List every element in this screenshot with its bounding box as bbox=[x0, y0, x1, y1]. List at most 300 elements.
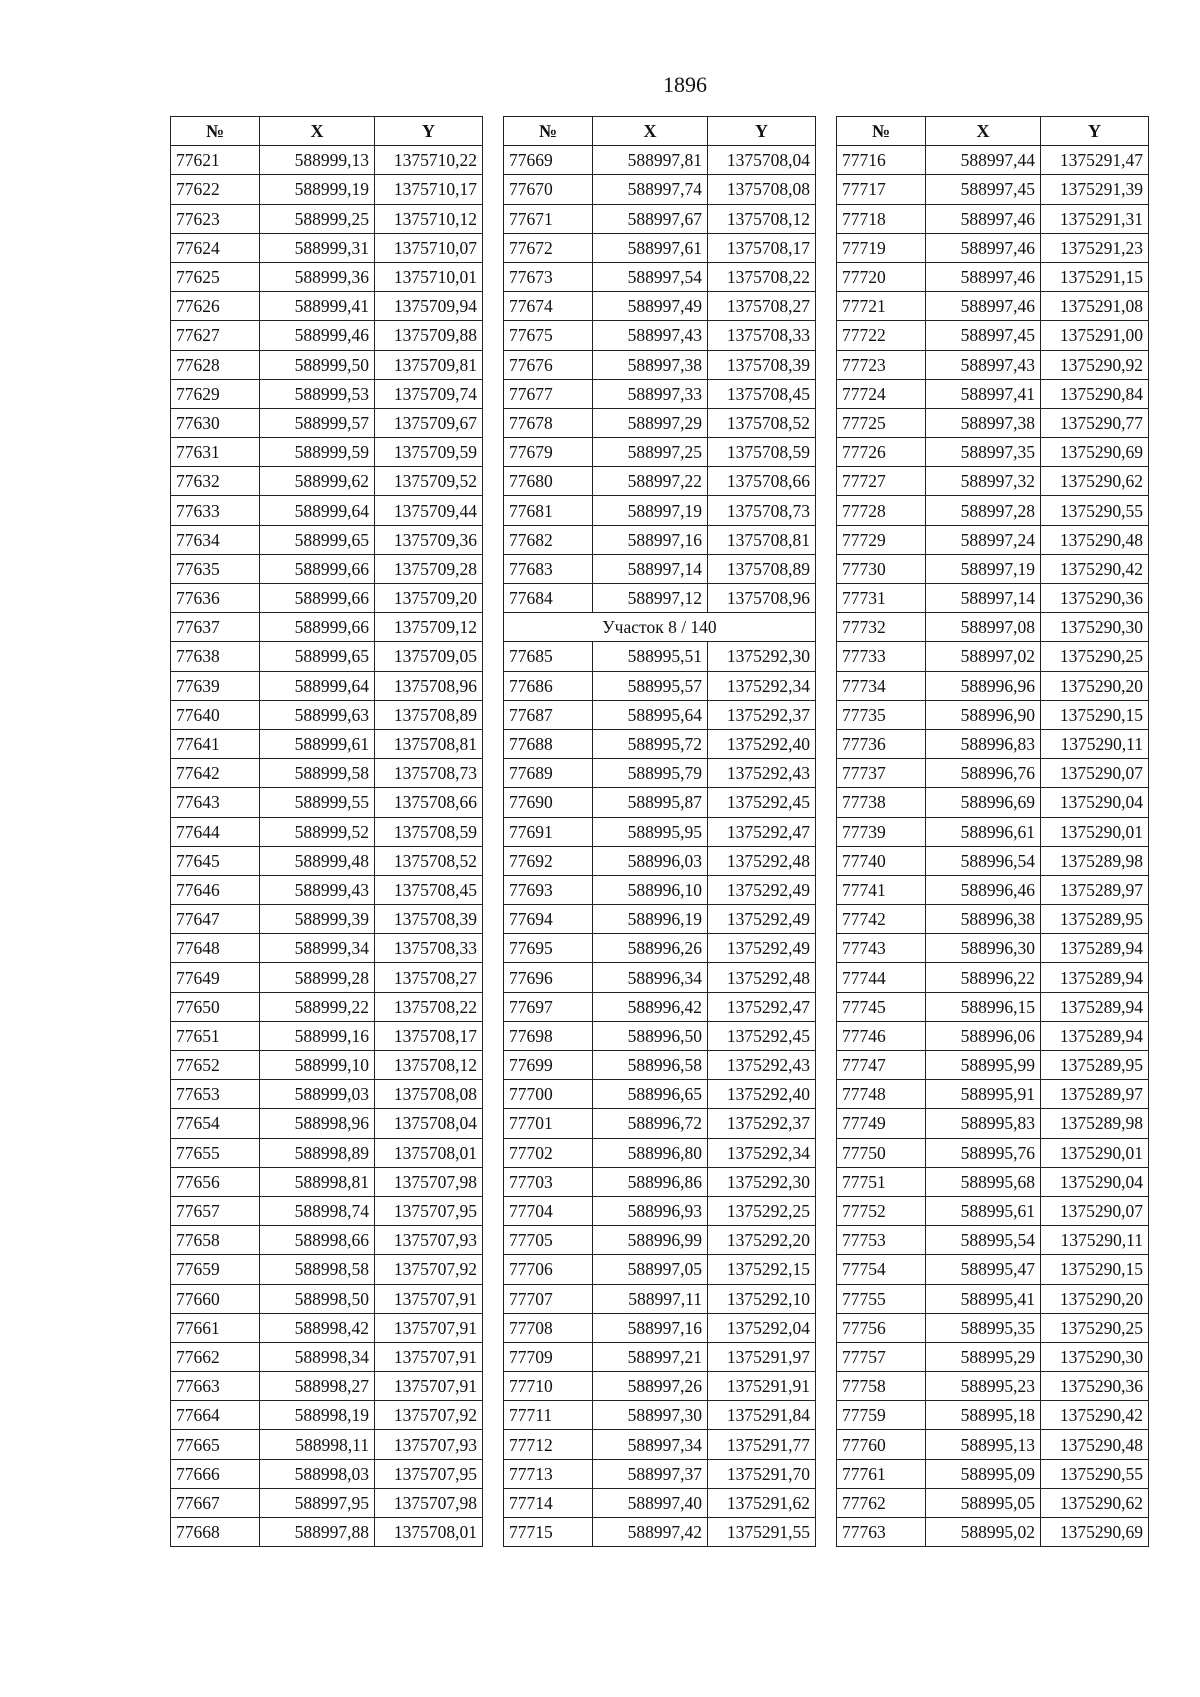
table-row bbox=[837, 1226, 1149, 1255]
x-coordinate: 588997,38 bbox=[593, 350, 708, 379]
y-coordinate: 1375708,81 bbox=[375, 729, 483, 758]
table-row bbox=[171, 1342, 483, 1371]
table-row bbox=[504, 350, 816, 379]
table-row bbox=[504, 408, 816, 437]
x-coordinate: 588995,05 bbox=[926, 1488, 1041, 1517]
x-coordinate: 588997,14 bbox=[593, 554, 708, 583]
x-coordinate: 588996,90 bbox=[926, 700, 1041, 729]
x-coordinate: 588997,19 bbox=[926, 554, 1041, 583]
y-coordinate: 1375290,69 bbox=[1041, 1518, 1149, 1547]
header-x: X bbox=[260, 117, 375, 146]
point-number: 77754 bbox=[837, 1255, 926, 1284]
point-number: 77697 bbox=[504, 992, 593, 1021]
table-row bbox=[837, 1109, 1149, 1138]
y-coordinate: 1375290,42 bbox=[1041, 1401, 1149, 1430]
point-number: 77745 bbox=[837, 992, 926, 1021]
table-row bbox=[504, 1401, 816, 1430]
table-row bbox=[171, 438, 483, 467]
header-x: X bbox=[593, 117, 708, 146]
point-number: 77630 bbox=[171, 408, 260, 437]
point-number: 77676 bbox=[504, 350, 593, 379]
table-row bbox=[504, 175, 816, 204]
table-row bbox=[504, 1313, 816, 1342]
x-coordinate: 588996,06 bbox=[926, 1021, 1041, 1050]
y-coordinate: 1375292,30 bbox=[708, 642, 816, 671]
x-coordinate: 588997,12 bbox=[593, 584, 708, 613]
y-coordinate: 1375708,73 bbox=[375, 759, 483, 788]
x-coordinate: 588999,62 bbox=[260, 467, 375, 496]
table-row bbox=[504, 1372, 816, 1401]
y-coordinate: 1375291,47 bbox=[1041, 146, 1149, 175]
table-row bbox=[504, 1255, 816, 1284]
table-row bbox=[504, 875, 816, 904]
table-row bbox=[837, 1080, 1149, 1109]
x-coordinate: 588997,21 bbox=[593, 1342, 708, 1371]
table-row bbox=[504, 525, 816, 554]
y-coordinate: 1375707,91 bbox=[375, 1342, 483, 1371]
table-row bbox=[504, 1488, 816, 1517]
x-coordinate: 588995,68 bbox=[926, 1167, 1041, 1196]
y-coordinate: 1375708,22 bbox=[708, 262, 816, 291]
y-coordinate: 1375709,44 bbox=[375, 496, 483, 525]
table-row bbox=[837, 321, 1149, 350]
point-number: 77726 bbox=[837, 438, 926, 467]
point-number: 77627 bbox=[171, 321, 260, 350]
table-row bbox=[837, 700, 1149, 729]
x-coordinate: 588997,45 bbox=[926, 175, 1041, 204]
y-coordinate: 1375709,20 bbox=[375, 584, 483, 613]
x-coordinate: 588998,89 bbox=[260, 1138, 375, 1167]
y-coordinate: 1375708,33 bbox=[708, 321, 816, 350]
point-number: 77624 bbox=[171, 233, 260, 262]
y-coordinate: 1375708,39 bbox=[375, 905, 483, 934]
y-coordinate: 1375290,42 bbox=[1041, 554, 1149, 583]
x-coordinate: 588997,26 bbox=[593, 1372, 708, 1401]
x-coordinate: 588999,53 bbox=[260, 379, 375, 408]
y-coordinate: 1375708,27 bbox=[375, 963, 483, 992]
x-coordinate: 588997,43 bbox=[926, 350, 1041, 379]
table-row bbox=[171, 1109, 483, 1138]
point-number: 77639 bbox=[171, 671, 260, 700]
x-coordinate: 588998,81 bbox=[260, 1167, 375, 1196]
header-number: № bbox=[171, 117, 260, 146]
y-coordinate: 1375708,39 bbox=[708, 350, 816, 379]
y-coordinate: 1375709,74 bbox=[375, 379, 483, 408]
x-coordinate: 588997,46 bbox=[926, 233, 1041, 262]
point-number: 77729 bbox=[837, 525, 926, 554]
point-number: 77711 bbox=[504, 1401, 593, 1430]
y-coordinate: 1375291,77 bbox=[708, 1430, 816, 1459]
y-coordinate: 1375709,05 bbox=[375, 642, 483, 671]
point-number: 77660 bbox=[171, 1284, 260, 1313]
point-number: 77706 bbox=[504, 1255, 593, 1284]
y-coordinate: 1375290,07 bbox=[1041, 759, 1149, 788]
table-row bbox=[504, 233, 816, 262]
point-number: 77629 bbox=[171, 379, 260, 408]
table-row bbox=[171, 1430, 483, 1459]
y-coordinate: 1375290,25 bbox=[1041, 642, 1149, 671]
point-number: 77686 bbox=[504, 671, 593, 700]
table-row bbox=[171, 788, 483, 817]
point-number: 77748 bbox=[837, 1080, 926, 1109]
point-number: 77728 bbox=[837, 496, 926, 525]
x-coordinate: 588996,26 bbox=[593, 934, 708, 963]
y-coordinate: 1375290,36 bbox=[1041, 584, 1149, 613]
y-coordinate: 1375707,98 bbox=[375, 1167, 483, 1196]
table-row bbox=[171, 525, 483, 554]
y-coordinate: 1375708,04 bbox=[375, 1109, 483, 1138]
point-number: 77718 bbox=[837, 204, 926, 233]
table-row bbox=[837, 584, 1149, 613]
y-coordinate: 1375292,30 bbox=[708, 1167, 816, 1196]
table-row bbox=[171, 1138, 483, 1167]
y-coordinate: 1375292,37 bbox=[708, 700, 816, 729]
y-coordinate: 1375290,25 bbox=[1041, 1313, 1149, 1342]
x-coordinate: 588997,40 bbox=[593, 1488, 708, 1517]
point-number: 77638 bbox=[171, 642, 260, 671]
table-row bbox=[837, 613, 1149, 642]
x-coordinate: 588997,33 bbox=[593, 379, 708, 408]
point-number: 77694 bbox=[504, 905, 593, 934]
point-number: 77671 bbox=[504, 204, 593, 233]
x-coordinate: 588995,02 bbox=[926, 1518, 1041, 1547]
y-coordinate: 1375291,97 bbox=[708, 1342, 816, 1371]
y-coordinate: 1375707,98 bbox=[375, 1488, 483, 1517]
y-coordinate: 1375289,98 bbox=[1041, 1109, 1149, 1138]
point-number: 77708 bbox=[504, 1313, 593, 1342]
point-number: 77763 bbox=[837, 1518, 926, 1547]
table-row bbox=[171, 496, 483, 525]
y-coordinate: 1375708,17 bbox=[375, 1021, 483, 1050]
y-coordinate: 1375289,98 bbox=[1041, 846, 1149, 875]
y-coordinate: 1375290,01 bbox=[1041, 1138, 1149, 1167]
point-number: 77649 bbox=[171, 963, 260, 992]
table-row bbox=[171, 963, 483, 992]
x-coordinate: 588996,58 bbox=[593, 1051, 708, 1080]
point-number: 77758 bbox=[837, 1372, 926, 1401]
y-coordinate: 1375708,22 bbox=[375, 992, 483, 1021]
x-coordinate: 588995,35 bbox=[926, 1313, 1041, 1342]
y-coordinate: 1375292,20 bbox=[708, 1226, 816, 1255]
point-number: 77674 bbox=[504, 292, 593, 321]
y-coordinate: 1375708,66 bbox=[375, 788, 483, 817]
table-row bbox=[837, 1518, 1149, 1547]
y-coordinate: 1375289,94 bbox=[1041, 963, 1149, 992]
table-row bbox=[171, 700, 483, 729]
point-number: 77747 bbox=[837, 1051, 926, 1080]
table-row bbox=[504, 146, 816, 175]
table-row bbox=[171, 613, 483, 642]
x-coordinate: 588997,02 bbox=[926, 642, 1041, 671]
y-coordinate: 1375709,94 bbox=[375, 292, 483, 321]
table-row bbox=[171, 934, 483, 963]
y-coordinate: 1375709,28 bbox=[375, 554, 483, 583]
y-coordinate: 1375707,95 bbox=[375, 1459, 483, 1488]
y-coordinate: 1375292,43 bbox=[708, 1051, 816, 1080]
x-coordinate: 588996,50 bbox=[593, 1021, 708, 1050]
point-number: 77705 bbox=[504, 1226, 593, 1255]
point-number: 77626 bbox=[171, 292, 260, 321]
y-coordinate: 1375290,84 bbox=[1041, 379, 1149, 408]
point-number: 77636 bbox=[171, 584, 260, 613]
x-coordinate: 588997,28 bbox=[926, 496, 1041, 525]
x-coordinate: 588999,61 bbox=[260, 729, 375, 758]
x-coordinate: 588999,66 bbox=[260, 554, 375, 583]
y-coordinate: 1375289,94 bbox=[1041, 992, 1149, 1021]
table-row bbox=[837, 379, 1149, 408]
x-coordinate: 588999,39 bbox=[260, 905, 375, 934]
x-coordinate: 588999,48 bbox=[260, 846, 375, 875]
header-number: № bbox=[504, 117, 593, 146]
y-coordinate: 1375292,45 bbox=[708, 1021, 816, 1050]
x-coordinate: 588997,46 bbox=[926, 292, 1041, 321]
y-coordinate: 1375291,00 bbox=[1041, 321, 1149, 350]
y-coordinate: 1375708,52 bbox=[375, 846, 483, 875]
point-number: 77689 bbox=[504, 759, 593, 788]
table-row bbox=[504, 1226, 816, 1255]
point-number: 77672 bbox=[504, 233, 593, 262]
header-y: Y bbox=[1041, 117, 1149, 146]
header-number: № bbox=[837, 117, 926, 146]
x-coordinate: 588996,72 bbox=[593, 1109, 708, 1138]
point-number: 77701 bbox=[504, 1109, 593, 1138]
coordinates-table-1 bbox=[170, 116, 483, 1547]
point-number: 77658 bbox=[171, 1226, 260, 1255]
x-coordinate: 588995,64 bbox=[593, 700, 708, 729]
table-row bbox=[837, 1021, 1149, 1050]
x-coordinate: 588996,54 bbox=[926, 846, 1041, 875]
x-coordinate: 588998,19 bbox=[260, 1401, 375, 1430]
point-number: 77709 bbox=[504, 1342, 593, 1371]
table-row bbox=[504, 700, 816, 729]
table-row bbox=[504, 584, 816, 613]
table-row bbox=[837, 1372, 1149, 1401]
coordinates-table-3 bbox=[836, 116, 1149, 1547]
x-coordinate: 588997,46 bbox=[926, 204, 1041, 233]
table-row bbox=[171, 1401, 483, 1430]
x-coordinate: 588997,46 bbox=[926, 262, 1041, 291]
header-y: Y bbox=[375, 117, 483, 146]
y-coordinate: 1375290,30 bbox=[1041, 1342, 1149, 1371]
point-number: 77761 bbox=[837, 1459, 926, 1488]
x-coordinate: 588999,59 bbox=[260, 438, 375, 467]
point-number: 77659 bbox=[171, 1255, 260, 1284]
x-coordinate: 588997,32 bbox=[926, 467, 1041, 496]
table-row bbox=[837, 1401, 1149, 1430]
y-coordinate: 1375708,04 bbox=[708, 146, 816, 175]
table-row bbox=[837, 817, 1149, 846]
y-coordinate: 1375709,59 bbox=[375, 438, 483, 467]
y-coordinate: 1375290,01 bbox=[1041, 817, 1149, 846]
x-coordinate: 588997,19 bbox=[593, 496, 708, 525]
y-coordinate: 1375707,95 bbox=[375, 1196, 483, 1225]
point-number: 77700 bbox=[504, 1080, 593, 1109]
point-number: 77704 bbox=[504, 1196, 593, 1225]
point-number: 77717 bbox=[837, 175, 926, 204]
point-number: 77752 bbox=[837, 1196, 926, 1225]
point-number: 77650 bbox=[171, 992, 260, 1021]
x-coordinate: 588996,83 bbox=[926, 729, 1041, 758]
y-coordinate: 1375290,20 bbox=[1041, 1284, 1149, 1313]
y-coordinate: 1375292,34 bbox=[708, 671, 816, 700]
y-coordinate: 1375290,69 bbox=[1041, 438, 1149, 467]
x-coordinate: 588999,66 bbox=[260, 613, 375, 642]
point-number: 77740 bbox=[837, 846, 926, 875]
y-coordinate: 1375290,77 bbox=[1041, 408, 1149, 437]
table-row bbox=[837, 1459, 1149, 1488]
table-row bbox=[837, 554, 1149, 583]
x-coordinate: 588996,19 bbox=[593, 905, 708, 934]
point-number: 77693 bbox=[504, 875, 593, 904]
table-row bbox=[837, 788, 1149, 817]
table-row bbox=[504, 496, 816, 525]
x-coordinate: 588995,76 bbox=[926, 1138, 1041, 1167]
x-coordinate: 588998,42 bbox=[260, 1313, 375, 1342]
table-row bbox=[837, 729, 1149, 758]
x-coordinate: 588999,58 bbox=[260, 759, 375, 788]
table-row bbox=[837, 233, 1149, 262]
table-row bbox=[837, 642, 1149, 671]
table-row bbox=[171, 759, 483, 788]
table-row bbox=[171, 1518, 483, 1547]
table-row bbox=[504, 642, 816, 671]
point-number: 77735 bbox=[837, 700, 926, 729]
y-coordinate: 1375291,91 bbox=[708, 1372, 816, 1401]
table-row bbox=[504, 292, 816, 321]
table-row bbox=[504, 817, 816, 846]
table-row bbox=[837, 1313, 1149, 1342]
x-coordinate: 588995,83 bbox=[926, 1109, 1041, 1138]
point-number: 77690 bbox=[504, 788, 593, 817]
x-coordinate: 588998,66 bbox=[260, 1226, 375, 1255]
point-number: 77738 bbox=[837, 788, 926, 817]
point-number: 77688 bbox=[504, 729, 593, 758]
y-coordinate: 1375708,45 bbox=[375, 875, 483, 904]
x-coordinate: 588997,41 bbox=[926, 379, 1041, 408]
y-coordinate: 1375708,33 bbox=[375, 934, 483, 963]
y-coordinate: 1375291,70 bbox=[708, 1459, 816, 1488]
y-coordinate: 1375709,67 bbox=[375, 408, 483, 437]
x-coordinate: 588996,99 bbox=[593, 1226, 708, 1255]
y-coordinate: 1375708,45 bbox=[708, 379, 816, 408]
table-row bbox=[837, 438, 1149, 467]
x-coordinate: 588997,61 bbox=[593, 233, 708, 262]
point-number: 77741 bbox=[837, 875, 926, 904]
table-row bbox=[171, 204, 483, 233]
table-row bbox=[171, 1080, 483, 1109]
y-coordinate: 1375709,81 bbox=[375, 350, 483, 379]
x-coordinate: 588995,23 bbox=[926, 1372, 1041, 1401]
point-number: 77644 bbox=[171, 817, 260, 846]
y-coordinate: 1375289,97 bbox=[1041, 1080, 1149, 1109]
table-row bbox=[504, 963, 816, 992]
x-coordinate: 588997,54 bbox=[593, 262, 708, 291]
x-coordinate: 588995,51 bbox=[593, 642, 708, 671]
table-row bbox=[504, 321, 816, 350]
table-header-row bbox=[171, 117, 483, 146]
table-row bbox=[171, 875, 483, 904]
y-coordinate: 1375707,92 bbox=[375, 1401, 483, 1430]
table-row bbox=[837, 1051, 1149, 1080]
x-coordinate: 588995,09 bbox=[926, 1459, 1041, 1488]
y-coordinate: 1375708,66 bbox=[708, 467, 816, 496]
y-coordinate: 1375708,08 bbox=[708, 175, 816, 204]
y-coordinate: 1375708,89 bbox=[375, 700, 483, 729]
table-header-row bbox=[504, 117, 816, 146]
y-coordinate: 1375291,55 bbox=[708, 1518, 816, 1547]
x-coordinate: 588998,50 bbox=[260, 1284, 375, 1313]
x-coordinate: 588998,11 bbox=[260, 1430, 375, 1459]
x-coordinate: 588999,63 bbox=[260, 700, 375, 729]
x-coordinate: 588999,13 bbox=[260, 146, 375, 175]
table-row bbox=[837, 1342, 1149, 1371]
point-number: 77744 bbox=[837, 963, 926, 992]
point-number: 77679 bbox=[504, 438, 593, 467]
point-number: 77691 bbox=[504, 817, 593, 846]
point-number: 77702 bbox=[504, 1138, 593, 1167]
y-coordinate: 1375708,27 bbox=[708, 292, 816, 321]
x-coordinate: 588999,46 bbox=[260, 321, 375, 350]
point-number: 77743 bbox=[837, 934, 926, 963]
y-coordinate: 1375709,12 bbox=[375, 613, 483, 642]
x-coordinate: 588999,66 bbox=[260, 584, 375, 613]
point-number: 77668 bbox=[171, 1518, 260, 1547]
table-row bbox=[171, 350, 483, 379]
y-coordinate: 1375291,08 bbox=[1041, 292, 1149, 321]
point-number: 77733 bbox=[837, 642, 926, 671]
x-coordinate: 588995,47 bbox=[926, 1255, 1041, 1284]
x-coordinate: 588999,31 bbox=[260, 233, 375, 262]
point-number: 77640 bbox=[171, 700, 260, 729]
table-row bbox=[171, 671, 483, 700]
table-row bbox=[504, 1109, 816, 1138]
x-coordinate: 588995,13 bbox=[926, 1430, 1041, 1459]
y-coordinate: 1375709,52 bbox=[375, 467, 483, 496]
point-number: 77684 bbox=[504, 584, 593, 613]
y-coordinate: 1375289,94 bbox=[1041, 1021, 1149, 1050]
x-coordinate: 588999,10 bbox=[260, 1051, 375, 1080]
point-number: 77757 bbox=[837, 1342, 926, 1371]
x-coordinate: 588999,25 bbox=[260, 204, 375, 233]
point-number: 77703 bbox=[504, 1167, 593, 1196]
table-row bbox=[171, 554, 483, 583]
point-number: 77662 bbox=[171, 1342, 260, 1371]
table-row bbox=[504, 788, 816, 817]
table-row bbox=[504, 992, 816, 1021]
x-coordinate: 588997,05 bbox=[593, 1255, 708, 1284]
y-coordinate: 1375290,62 bbox=[1041, 467, 1149, 496]
x-coordinate: 588998,58 bbox=[260, 1255, 375, 1284]
table-row bbox=[504, 671, 816, 700]
point-number: 77661 bbox=[171, 1313, 260, 1342]
x-coordinate: 588999,57 bbox=[260, 408, 375, 437]
x-coordinate: 588997,08 bbox=[926, 613, 1041, 642]
point-number: 77710 bbox=[504, 1372, 593, 1401]
y-coordinate: 1375707,92 bbox=[375, 1255, 483, 1284]
x-coordinate: 588997,38 bbox=[926, 408, 1041, 437]
table-row bbox=[837, 204, 1149, 233]
y-coordinate: 1375290,92 bbox=[1041, 350, 1149, 379]
table-row bbox=[837, 934, 1149, 963]
table-row bbox=[504, 759, 816, 788]
point-number: 77666 bbox=[171, 1459, 260, 1488]
x-coordinate: 588999,64 bbox=[260, 496, 375, 525]
table-row bbox=[171, 1051, 483, 1080]
y-coordinate: 1375292,47 bbox=[708, 992, 816, 1021]
x-coordinate: 588997,14 bbox=[926, 584, 1041, 613]
x-coordinate: 588997,16 bbox=[593, 525, 708, 554]
point-number: 77633 bbox=[171, 496, 260, 525]
